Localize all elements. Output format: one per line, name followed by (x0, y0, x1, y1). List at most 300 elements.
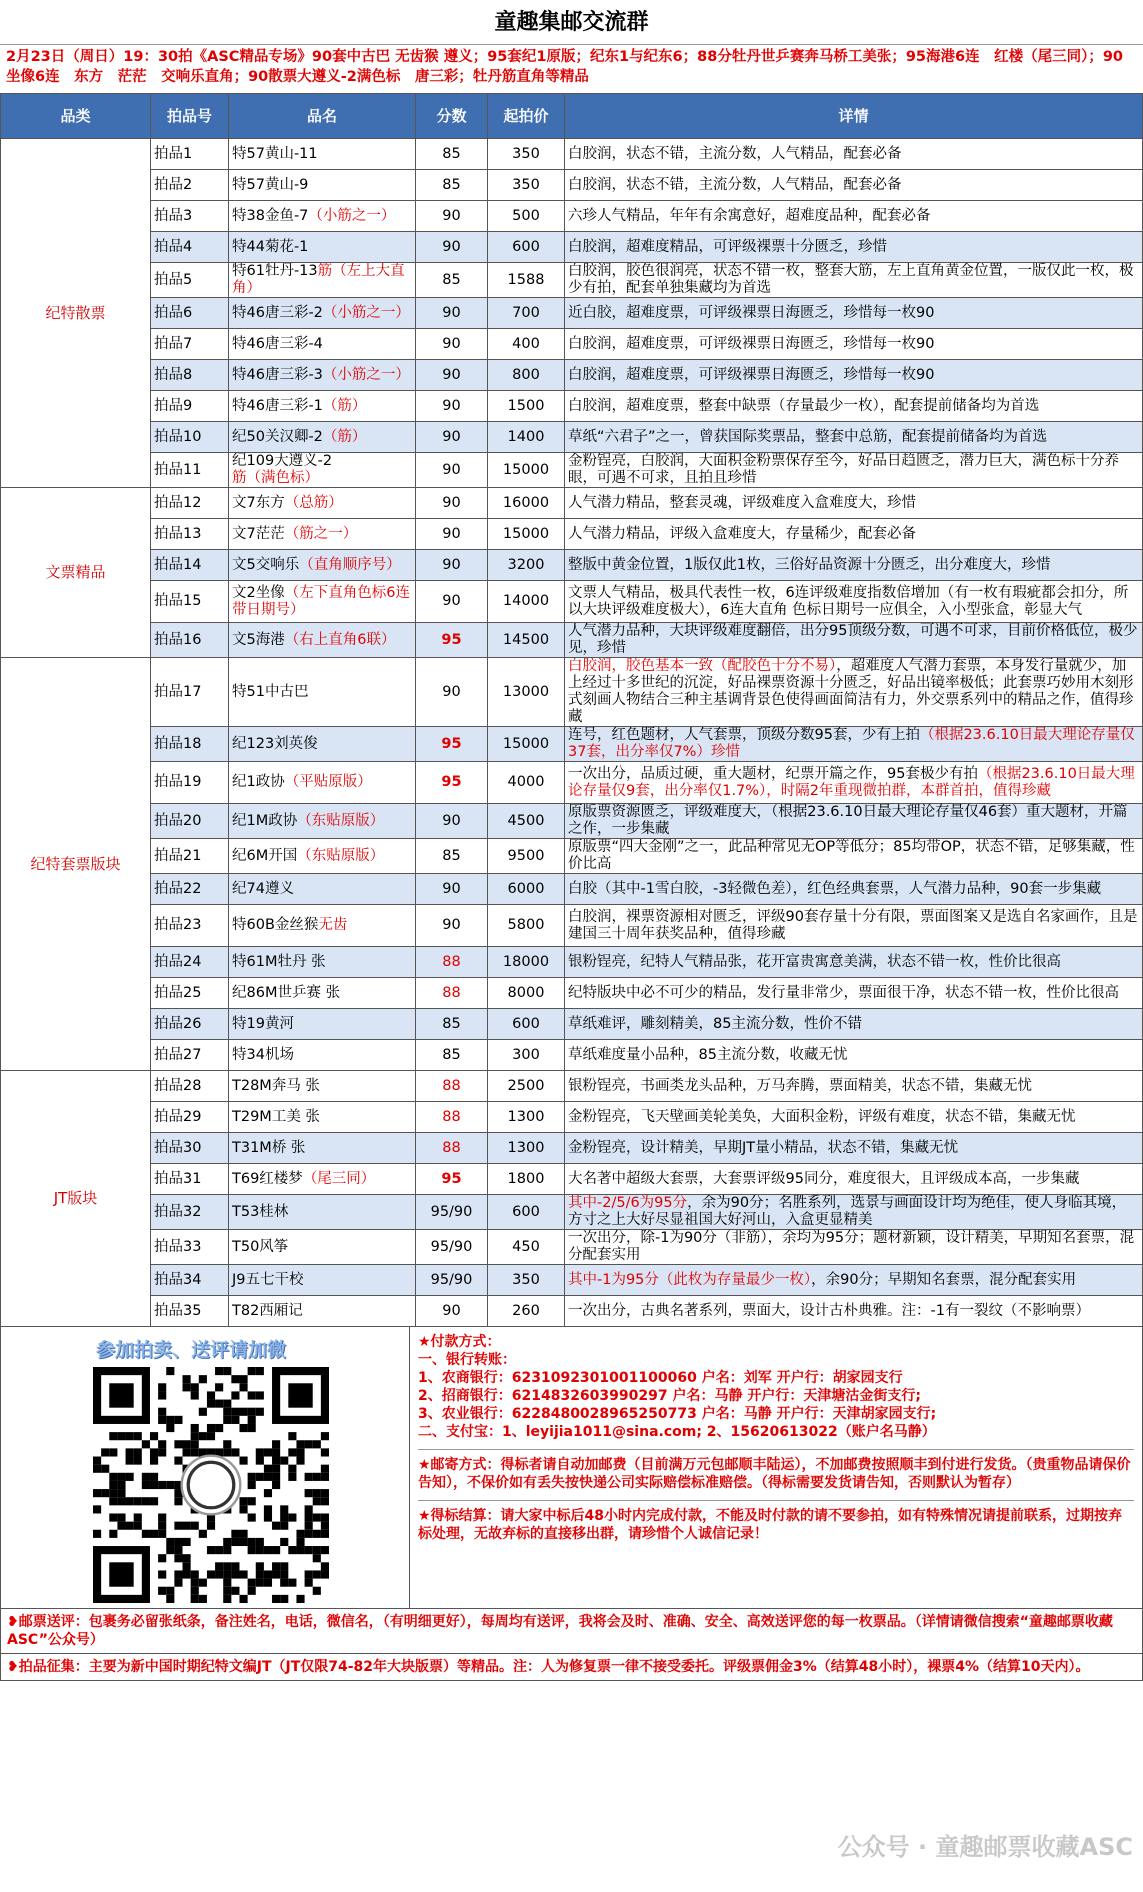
lot-name-text: T29M工美 张 (232, 1108, 320, 1125)
lot-price: 350 (488, 170, 565, 201)
lot-price: 260 (488, 1296, 565, 1327)
lot-price: 1588 (488, 263, 565, 298)
lot-name (229, 298, 416, 329)
lot-score: 90 (416, 874, 488, 905)
table-row (1, 298, 1143, 329)
lot-detail (565, 329, 1143, 360)
lot-number: 拍品12 (151, 488, 229, 519)
lot-name-text: 文5交响乐 (232, 556, 300, 573)
table-row (1, 201, 1143, 232)
lot-name (229, 232, 416, 263)
lot-detail-text: 金粉锃亮，设计精美，早期JT量小精品，状态不错，集藏无忧 (568, 1139, 959, 1156)
table-row (1, 550, 1143, 581)
lot-name-text: 特51中古巴 (232, 683, 309, 700)
lot-name (229, 978, 416, 1009)
lot-name-note: （右上直角6联） (284, 631, 396, 648)
lot-detail (565, 1265, 1143, 1296)
table-row (1, 839, 1143, 874)
lot-price: 500 (488, 201, 565, 232)
lot-name-text: 文5海港 (232, 631, 285, 648)
lot-name (229, 727, 416, 762)
lot-name-text: 文7东方 (232, 494, 285, 511)
lot-score: 88 (416, 978, 488, 1009)
lot-name-text: 特46唐三彩-1 (232, 397, 323, 414)
lot-price: 4500 (488, 804, 565, 839)
lot-score: 95 (416, 727, 488, 762)
qr-label: 参加拍卖、送评请加微 (96, 1339, 287, 1361)
lot-name (229, 1133, 416, 1164)
lot-number: 拍品29 (151, 1102, 229, 1133)
lot-name (229, 1230, 416, 1265)
payment-title: ★付款方式： (418, 1334, 501, 1350)
lot-name-text: 纪6M开国 (232, 847, 298, 864)
lot-detail-text: 整版中黄金位置，1版仅此1枚，三俗好品资源十分匮乏，出分难度大，珍惜 (568, 556, 1051, 573)
lot-name-text: 特44菊花-1 (232, 238, 309, 255)
lot-name-text: 特61牡丹-13 (232, 263, 318, 279)
lot-name (229, 1265, 416, 1296)
lot-number: 拍品10 (151, 422, 229, 453)
lot-price: 1300 (488, 1102, 565, 1133)
lot-name-text: T82西厢记 (232, 1302, 303, 1319)
lot-score: 90 (416, 519, 488, 550)
lot-name-text: T50风筝 (232, 1238, 289, 1255)
lot-detail-text: 连号，红色题材，人气套票，顶级分数95套，少有上拍 (568, 727, 920, 743)
lot-detail-text: 六珍人气精品，年年有余寓意好，超难度品种，配套必备 (568, 207, 931, 224)
lot-name-note: （东贴原版） (297, 847, 385, 864)
lot-detail (565, 488, 1143, 519)
table-row (1, 762, 1143, 804)
table-row (1, 727, 1143, 762)
table-row (1, 170, 1143, 201)
category-cell: JT版块 (1, 1071, 151, 1327)
lot-name (229, 329, 416, 360)
lot-name-text: 特38金鱼-7 (232, 207, 309, 224)
lot-name (229, 762, 416, 804)
lot-detail (565, 1230, 1143, 1265)
lot-score: 85 (416, 839, 488, 874)
lot-score: 95/90 (416, 1195, 488, 1230)
lot-detail-text: 银粉锃亮，书画类龙头品种，万马奔腾，票面精美，状态不错，集藏无忧 (568, 1077, 1032, 1094)
table-row (1, 947, 1143, 978)
lot-detail (565, 519, 1143, 550)
lot-detail-text: 草纸难度量小品种，85主流分数，收藏无忧 (568, 1046, 848, 1063)
lot-score: 90 (416, 1296, 488, 1327)
lot-name-text: 纪109大遵义-2 (232, 453, 333, 469)
lot-detail (565, 1009, 1143, 1040)
lot-score: 90 (416, 488, 488, 519)
lot-detail (565, 453, 1143, 488)
lot-detail-text: 白胶润，裸票资源相对匮乏，评级90套存量十分有限，票面图案又是选自名家画作，且是建国三十周年获奖品种，值得珍藏 (568, 908, 1138, 942)
category-cell: 纪特套票版块 (1, 658, 151, 1071)
lot-number: 拍品20 (151, 804, 229, 839)
lot-detail-text: 人气潜力品种，大块评级难度翻倍，出分95顶级分数，可遇不可求，目前价格低位，极少见，珍惜 (568, 623, 1138, 656)
lot-name-note: （小筋之一） (322, 366, 410, 383)
lot-score: 85 (416, 139, 488, 170)
info-section (0, 1327, 1143, 1609)
lot-price: 16000 (488, 488, 565, 519)
lot-name (229, 550, 416, 581)
payment-line: 二、支付宝：1、leyijia1011@sina.com; 2、15620613022（账户名马静） (418, 1424, 936, 1440)
lot-number: 拍品14 (151, 550, 229, 581)
mail-info: ★邮寄方式：得标者请自动加邮费（目前满万元包邮顺丰陆运），不加邮费按照顺丰到付进行发货。（贵重物品请保价告知），不保价如有丢失按快递公司实际赔偿标准赔偿。（得标需要发货请告知，否则默认为暂存） (418, 1449, 1134, 1492)
lot-name-note: 无齿 (318, 917, 348, 933)
qr-panel (1, 1327, 410, 1608)
lot-price: 14000 (488, 581, 565, 623)
lot-name (229, 170, 416, 201)
lot-number: 拍品6 (151, 298, 229, 329)
lot-name (229, 947, 416, 978)
lot-number: 拍品28 (151, 1071, 229, 1102)
auction-notice: 2月23日（周日）19：30拍《ASC精品专场》90套中古巴 无齿猴 遵义；95套纪1原版；纪东1与纪东6；88分牡丹世乒赛奔马桥工美张；95海港6连 红楼（尾三同）；90坐像6连 东方 茫茫 交响乐直角；90散票大遵义-2满色标 唐三彩；牡丹筋直角等精品 (0, 44, 1143, 93)
lot-score: 90 (416, 232, 488, 263)
table-row (1, 1195, 1143, 1230)
lot-price: 9500 (488, 839, 565, 874)
lot-detail-text: 大名著中超级大套票，大套票评级95同分，难度很大，且评级成本高，一步集藏 (568, 1170, 1080, 1187)
lot-price: 450 (488, 1230, 565, 1265)
lot-detail (565, 804, 1143, 839)
lot-detail-text: 白胶润，超难度票，整套中缺票（存量最少一枚），配套提前储备均为首选 (568, 397, 1040, 414)
page-title: 童趣集邮交流群 (494, 9, 649, 35)
lot-price: 3200 (488, 550, 565, 581)
lot-detail (565, 1164, 1143, 1195)
table-row (1, 360, 1143, 391)
lot-number: 拍品5 (151, 263, 229, 298)
lot-number: 拍品9 (151, 391, 229, 422)
lot-name-text: 特46唐三彩-3 (232, 366, 323, 383)
qr-code-icon (91, 1367, 331, 1603)
lot-detail-text: ，超难度人气潜力套票，本身发行量就少，加上经过十多世纪的沉淀，好品裸票资源十分匮乏，好品出镜率极低；此套票巧妙用木刻形式刻画人物结合三种主基调背景色使得画面简洁有力，外交票系列中的精品之作，值得珍藏 (568, 658, 1134, 725)
lot-number: 拍品23 (151, 905, 229, 947)
lot-price: 2500 (488, 1071, 565, 1102)
lot-detail-text: ，余为90分；名胜系列，选景与画面设计均为绝佳，使人身临其境，方寸之上大好尽显祖国大好河山，入盒更显精美 (568, 1195, 1127, 1228)
table-row (1, 488, 1143, 519)
lot-price: 1400 (488, 422, 565, 453)
lot-name (229, 804, 416, 839)
lot-detail-text: 人气潜力精品，评级入盒难度大，存量稀少，配套必备 (568, 525, 916, 542)
lot-number: 拍品24 (151, 947, 229, 978)
lot-detail-text: 人气潜力精品，整套灵魂，评级难度入盒难度大，珍惜 (568, 494, 916, 511)
table-row (1, 1265, 1143, 1296)
lot-name-note: （筋） (322, 428, 367, 445)
lot-detail-text: 原版票资源匮乏，评级难度大，（根据23.6.10日最大理论存量仅46套）重大题材，开篇之作，一步集藏 (568, 804, 1128, 837)
lot-price: 600 (488, 1195, 565, 1230)
lot-detail (565, 727, 1143, 762)
lot-price: 800 (488, 360, 565, 391)
lot-detail-highlight: 其中-1为95分（此枚为存量最少一枚） (568, 1271, 812, 1288)
lot-detail (565, 1296, 1143, 1327)
lot-detail (565, 874, 1143, 905)
lot-detail-highlight: （根据23.6.10日最大理论存量仅37套，出分率仅7%）珍惜 (568, 727, 1135, 760)
lot-number: 拍品13 (151, 519, 229, 550)
lot-name (229, 1071, 416, 1102)
lot-score: 90 (416, 804, 488, 839)
lot-number: 拍品7 (151, 329, 229, 360)
lot-detail (565, 947, 1143, 978)
lot-number: 拍品33 (151, 1230, 229, 1265)
lot-name-text: 特46唐三彩-4 (232, 335, 323, 352)
settle-info: ★得标结算：请大家中标后48小时内完成付款，不能及时付款的请不要参拍，如有特殊情况请提前联系，过期按弃标处理，无故弃标的直接移出群，请珍惜个人诚信记录！ (418, 1500, 1134, 1543)
lot-detail (565, 581, 1143, 623)
lot-price: 15000 (488, 519, 565, 550)
lot-score: 85 (416, 1009, 488, 1040)
header-score: 分数 (416, 94, 488, 139)
table-row (1, 874, 1143, 905)
lot-score: 95 (416, 623, 488, 658)
table-row (1, 1102, 1143, 1133)
lot-number: 拍品18 (151, 727, 229, 762)
lot-detail-text: 白胶（其中-1雪白胶，-3轻微色差），红色经典套票，人气潜力品种，90套一步集藏 (568, 880, 1102, 897)
lot-price: 15000 (488, 727, 565, 762)
lot-detail-text: 白胶润，超难度精品，可评级裸票十分匮乏，珍惜 (568, 238, 887, 255)
payment-line: 3、农业银行：6228480028965250773 户名：马静 开户行：天津胡家园支行; (418, 1406, 937, 1422)
lot-score: 95/90 (416, 1265, 488, 1296)
table-row (1, 139, 1143, 170)
lot-price: 14500 (488, 623, 565, 658)
lot-detail (565, 139, 1143, 170)
lot-number: 拍品1 (151, 139, 229, 170)
lot-name-text: 特60B金丝猴 (232, 917, 319, 933)
lot-number: 拍品3 (151, 201, 229, 232)
lot-number: 拍品35 (151, 1296, 229, 1327)
lot-name-text: 纪74遵义 (232, 880, 294, 897)
lot-detail (565, 232, 1143, 263)
lot-price: 4000 (488, 762, 565, 804)
lot-name (229, 360, 416, 391)
lot-table (0, 93, 1143, 1327)
lot-number: 拍品30 (151, 1133, 229, 1164)
lot-detail-text: 一次出分，除-1为90分（非筋），余均为95分；题材新颖，设计精美，早期知名套票，混分配套实用 (568, 1230, 1135, 1263)
header-name: 品名 (229, 94, 416, 139)
lot-price: 13000 (488, 658, 565, 727)
table-row (1, 232, 1143, 263)
category-cell: 纪特散票 (1, 139, 151, 488)
payment-info (410, 1327, 1142, 1608)
table-row (1, 905, 1143, 947)
lot-name-text: T53桂林 (232, 1203, 289, 1220)
lot-score: 95 (416, 762, 488, 804)
lot-name-text: 特19黄河 (232, 1015, 294, 1032)
lot-name-text: J9五七干校 (232, 1271, 304, 1288)
lot-score: 85 (416, 263, 488, 298)
lot-name (229, 1296, 416, 1327)
table-row (1, 978, 1143, 1009)
table-row (1, 658, 1143, 727)
lot-score: 90 (416, 905, 488, 947)
lot-number: 拍品25 (151, 978, 229, 1009)
table-row (1, 1230, 1143, 1265)
table-row (1, 1009, 1143, 1040)
lot-name-note: （东贴原版） (297, 812, 385, 829)
lot-detail (565, 360, 1143, 391)
lot-detail-text: 白胶润，超难度票，可评级裸票日海匮乏，珍惜每一枚90 (568, 335, 935, 352)
lot-detail (565, 1102, 1143, 1133)
lot-price: 8000 (488, 978, 565, 1009)
lot-score: 85 (416, 170, 488, 201)
lot-detail-highlight: （根据23.6.10日最大理论存量仅9套，出分率仅1.7%），时隔2年重现微拍群，本群首拍，值得珍藏 (568, 765, 1135, 799)
watermark: 公众号 · 童趣邮票收藏ASC (837, 1833, 1133, 1861)
lot-name (229, 139, 416, 170)
lot-detail-text: 一次出分，品质过硬，重大题材，纪票开篇之作，95套极少有拍 (568, 765, 978, 782)
lot-number: 拍品16 (151, 623, 229, 658)
lot-number: 拍品34 (151, 1265, 229, 1296)
lot-detail (565, 1133, 1143, 1164)
bank-title: 一、银行转账： (418, 1352, 516, 1368)
lot-score: 88 (416, 947, 488, 978)
lot-name-text: 特46唐三彩-2 (232, 304, 323, 321)
lot-detail (565, 170, 1143, 201)
payment-line: 1、农商银行：6231092301001100060 户名：刘军 开户行：胡家园支行 (418, 1370, 903, 1386)
lot-price: 300 (488, 1040, 565, 1071)
lot-detail-highlight: 其中-2/5/6为95分 (568, 1195, 688, 1211)
table-row (1, 623, 1143, 658)
lot-detail-text: 白胶润，胶色很润亮，状态不错一枚，整套大筋，左上直角黄金位置，一版仅此一枚，极少有拍，配套单独集藏均为首选 (568, 263, 1134, 296)
lot-price: 15000 (488, 453, 565, 488)
lot-price: 1300 (488, 1133, 565, 1164)
lot-name (229, 391, 416, 422)
lot-price: 600 (488, 232, 565, 263)
lot-number: 拍品19 (151, 762, 229, 804)
lot-name-text: 特57黄山-9 (232, 176, 309, 193)
lot-name-text: 特34机场 (232, 1046, 294, 1063)
lot-detail-text: 原版票“四大金刚”之一，此品种常见无OP等低分；85均带OP，状态不错，足够集藏，性价比高 (568, 839, 1135, 872)
lot-price: 600 (488, 1009, 565, 1040)
header-price: 起拍价 (488, 94, 565, 139)
lot-detail (565, 201, 1143, 232)
lot-score: 90 (416, 422, 488, 453)
lot-name-text: T69红楼梦 (232, 1170, 303, 1187)
table-row (1, 263, 1143, 298)
lot-price: 400 (488, 329, 565, 360)
lot-score: 90 (416, 360, 488, 391)
lot-detail (565, 391, 1143, 422)
lot-detail-text: 草纸“六君子”之一，曾获国际奖票品，整套中总筋，配套提前储备均为首选 (568, 428, 1048, 445)
lot-name-note: （尾三同） (302, 1170, 376, 1187)
table-row (1, 581, 1143, 623)
header-lot-no: 拍品号 (151, 94, 229, 139)
table-row (1, 804, 1143, 839)
lot-price: 6000 (488, 874, 565, 905)
lot-name-text: 纪123刘英俊 (232, 735, 318, 752)
lot-name-text: 纪50关汉卿-2 (232, 428, 323, 445)
lot-name-text: 文7茫茫 (232, 525, 285, 542)
lot-price: 350 (488, 139, 565, 170)
lot-name (229, 422, 416, 453)
table-row (1, 1296, 1143, 1327)
lot-name (229, 1164, 416, 1195)
lot-score: 90 (416, 391, 488, 422)
lot-detail-text: 白胶润，超难度票，可评级裸票日海匮乏，珍惜每一枚90 (568, 366, 935, 383)
lot-name (229, 263, 416, 298)
lot-name (229, 488, 416, 519)
lot-detail (565, 550, 1143, 581)
category-cell: 文票精品 (1, 488, 151, 658)
lot-price: 1800 (488, 1164, 565, 1195)
lot-detail (565, 1040, 1143, 1071)
lot-score: 90 (416, 658, 488, 727)
footer-collection: ❥拍品征集：主要为新中国时期纪特文编JT（JT仅限74-82年大块版票）等精品。注：人为修复票一律不接受委托。评级票佣金3%（结算48小时），裸票4%（结算10天内）。 (0, 1654, 1143, 1681)
lot-number: 拍品21 (151, 839, 229, 874)
lot-name-note: （筋） (322, 397, 367, 414)
lot-name (229, 519, 416, 550)
lot-name (229, 581, 416, 623)
lot-name-note: （筋之一） (284, 525, 358, 542)
lot-score: 90 (416, 329, 488, 360)
lot-name (229, 1102, 416, 1133)
lot-detail-text: 草纸难评，雕刻精美，85主流分数，性价不错 (568, 1015, 862, 1032)
lot-detail-text: 白胶润，状态不错，主流分数，人气精品，配套必备 (568, 176, 902, 193)
lot-name-note: 筋（左上大直角） (232, 263, 405, 296)
lot-detail-highlight: 白胶润，胶色基本一致（配胶色十分不易） (568, 658, 837, 674)
lot-number: 拍品22 (151, 874, 229, 905)
lot-detail (565, 1071, 1143, 1102)
lot-number: 拍品17 (151, 658, 229, 727)
lot-name-text: 纪1M政协 (232, 812, 298, 829)
lot-name (229, 453, 416, 488)
table-row (1, 1040, 1143, 1071)
lot-name-note: （小筋之一） (322, 304, 410, 321)
footer-appraisal: ❥邮票送评：包裹务必留张纸条，备注姓名，电话，微信名，（有明细更好），每周均有送评，我将会及时、准确、安全、高效送评您的每一枚票品。（详情请微信搜索“童趣邮票收藏ASC”公众号） (0, 1609, 1143, 1654)
lot-name-text: 文2坐像 (232, 584, 285, 601)
lot-name (229, 1195, 416, 1230)
lot-name-text: 纪86M世乒赛 张 (232, 984, 341, 1001)
lot-detail-text: 金粉锃亮，飞天壁画美轮美奂，大面积金粉，评级有难度，状态不错，集藏无忧 (568, 1108, 1076, 1125)
lot-detail-text: 银粉锃亮，纪特人气精品张，花开富贵寓意美满，状态不错一枚，性价比很高 (568, 953, 1061, 970)
lot-price: 700 (488, 298, 565, 329)
lot-name-note: （左下直角色标6连带日期号） (232, 584, 410, 618)
lot-score: 90 (416, 201, 488, 232)
lot-name-text: 纪1政协 (232, 774, 285, 790)
lot-detail (565, 1195, 1143, 1230)
lot-name-text: T31M桥 张 (232, 1139, 306, 1156)
lot-detail-text: 金粉锃亮，白胶润，大面积金粉票保存至今，好品日趋匮乏，潜力巨大，满色标十分养眼，可遇不可求，且拍且珍惜 (568, 453, 1119, 486)
lot-name-note: （平贴原版） (284, 774, 372, 790)
lot-score: 90 (416, 298, 488, 329)
lot-name (229, 839, 416, 874)
lot-name (229, 1040, 416, 1071)
header-detail: 详情 (565, 94, 1143, 139)
lot-detail-text: 白胶润，状态不错，主流分数，人气精品，配套必备 (568, 145, 902, 162)
lot-number: 拍品26 (151, 1009, 229, 1040)
table-row (1, 1071, 1143, 1102)
lot-price: 350 (488, 1265, 565, 1296)
lot-name-note: （直角顺序号） (299, 556, 401, 573)
lot-detail (565, 839, 1143, 874)
lot-name-note: 筋（满色标） (232, 470, 319, 486)
lot-name (229, 874, 416, 905)
lot-number: 拍品32 (151, 1195, 229, 1230)
lot-name-text: T28M奔马 张 (232, 1077, 320, 1094)
lot-name (229, 1009, 416, 1040)
lot-detail-text: 近白胶，超难度票，可评级裸票日海匮乏，珍惜每一枚90 (568, 304, 935, 321)
lot-price: 18000 (488, 947, 565, 978)
lot-number: 拍品27 (151, 1040, 229, 1071)
lot-score: 88 (416, 1071, 488, 1102)
lot-name (229, 201, 416, 232)
lot-score: 88 (416, 1102, 488, 1133)
lot-number: 拍品4 (151, 232, 229, 263)
lot-detail-text: ，余90分；早期知名套票，混分配套实用 (811, 1271, 1077, 1288)
lot-score: 95/90 (416, 1230, 488, 1265)
lot-number: 拍品8 (151, 360, 229, 391)
lot-number: 拍品2 (151, 170, 229, 201)
table-row (1, 391, 1143, 422)
lot-name-note: （总筋） (284, 494, 343, 511)
lot-detail-text: 文票人气精品，极具代表性一枚，6连评级难度指数倍增加（有一枚有瑕疵都会扣分，所以大块评级难度极大），6连大直角 色标日期号一应俱全，入小型张盒，彰显大气 (568, 584, 1129, 618)
table-header (1, 94, 1143, 139)
table-row (1, 1164, 1143, 1195)
lot-score: 90 (416, 453, 488, 488)
lot-price: 1500 (488, 391, 565, 422)
